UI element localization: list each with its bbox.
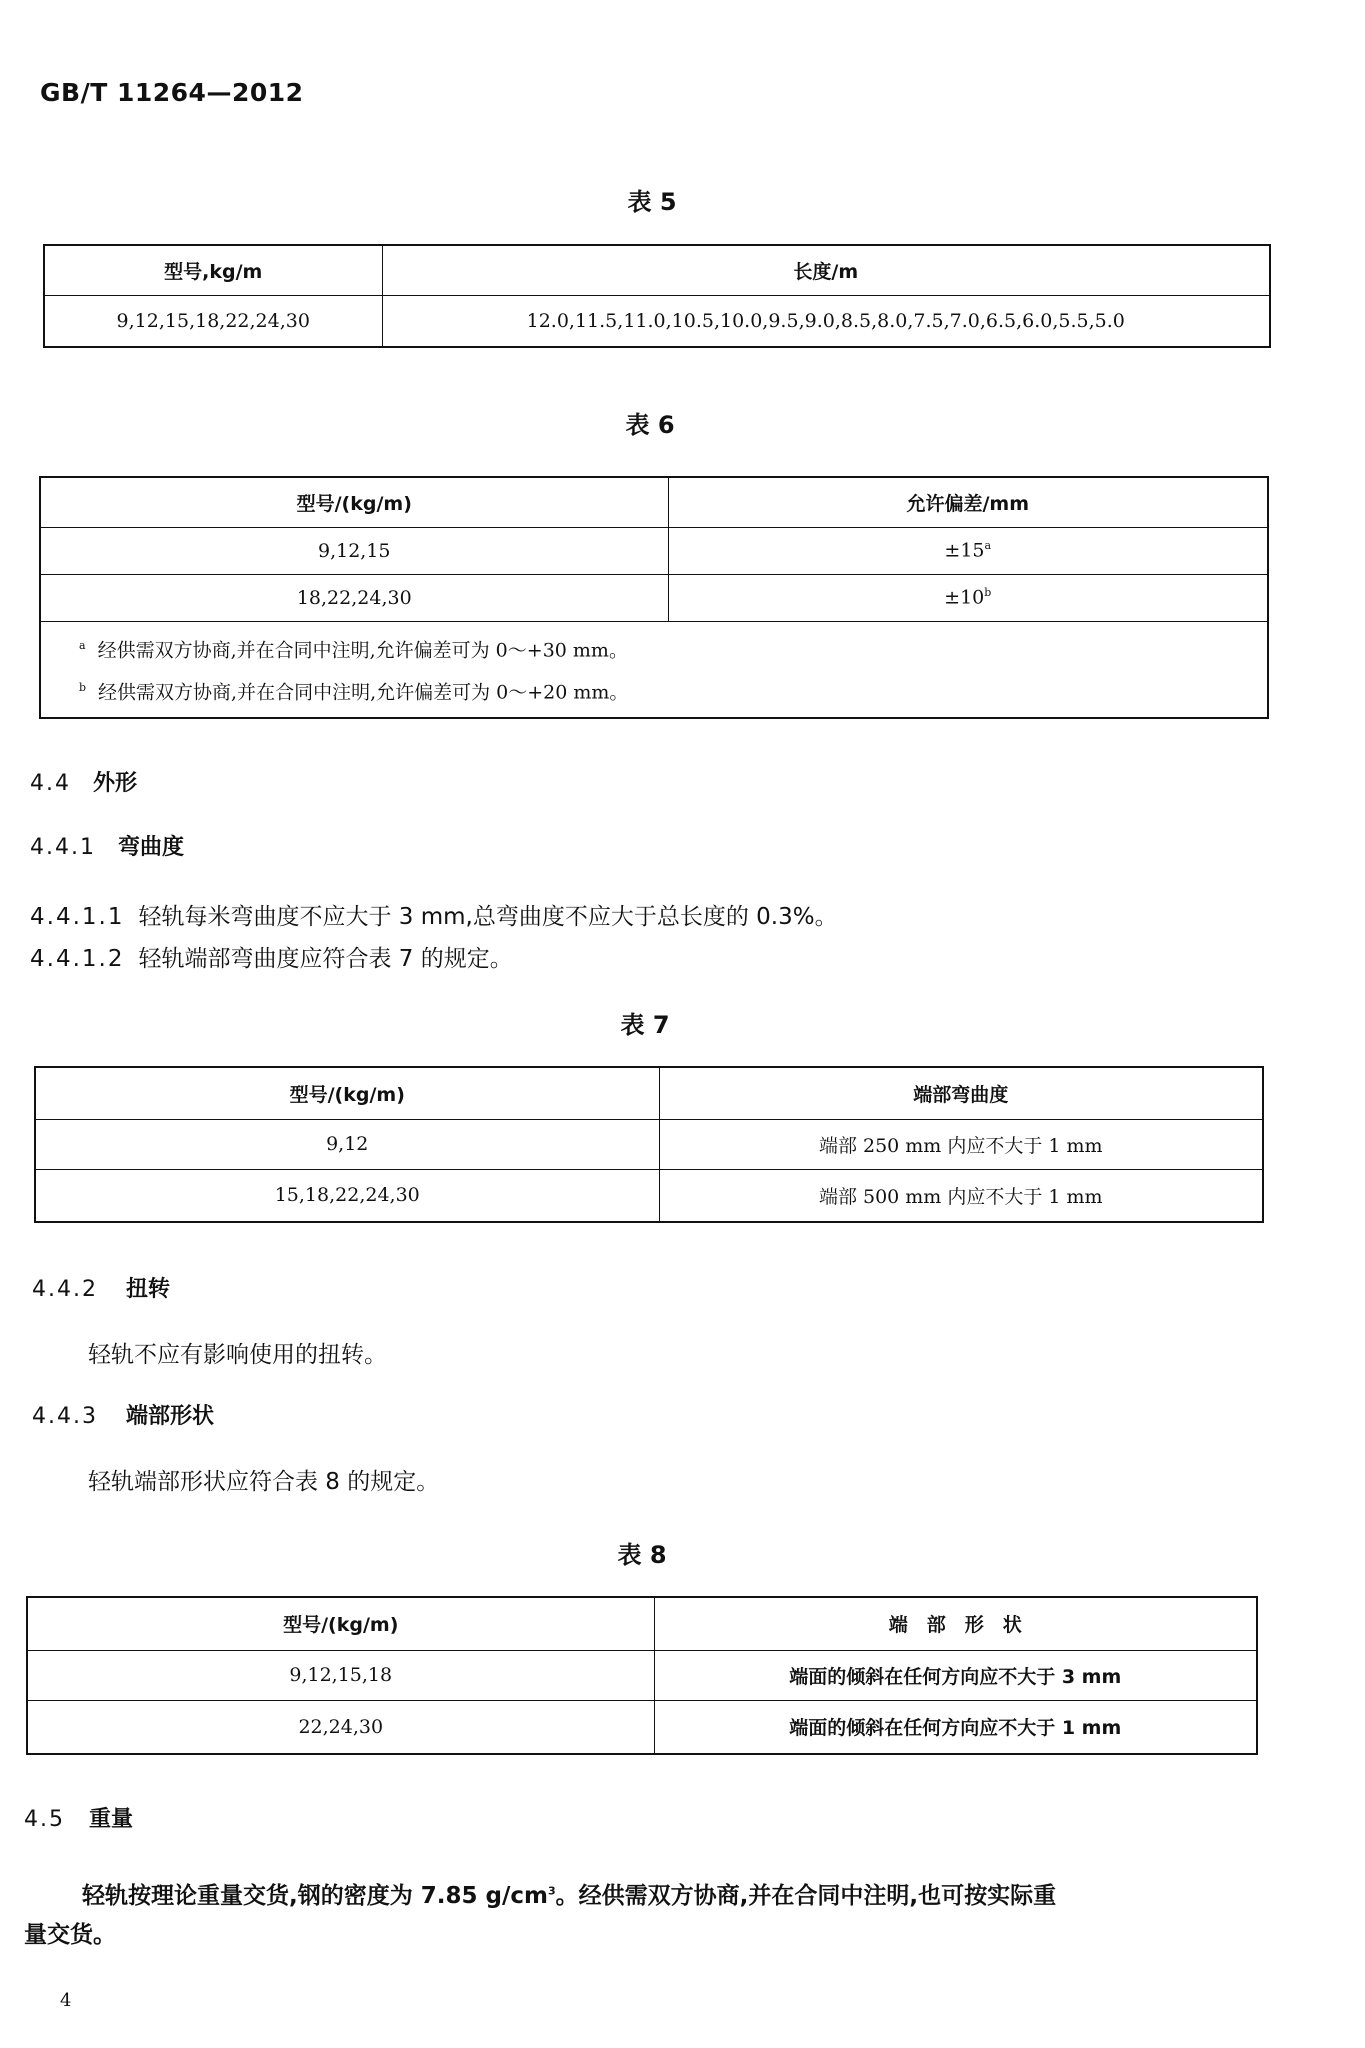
table8-header-model: 型号/(kg/m)	[27, 1597, 654, 1650]
table7	[34, 1066, 1264, 1223]
table-row	[40, 527, 1268, 574]
standard-number: GB/T 11264—2012	[40, 78, 304, 107]
table7-header-model: 型号/(kg/m)	[35, 1067, 659, 1119]
clause-4-4-1-2: 4.4.1.2 轻轨端部弯曲度应符合表 7 的规定。	[30, 946, 513, 972]
table6-header-tolerance: 允许偏差/mm	[668, 477, 1268, 527]
table6-cell: 18,22,24,30	[40, 574, 668, 621]
section-4-4-3-body: 轻轨端部形状应符合表 8 的规定。	[88, 1469, 440, 1495]
table5-cell: 9,12,15,18,22,24,30	[44, 295, 382, 347]
table5	[43, 244, 1271, 348]
table8-cell: 端面的倾斜在任何方向应不大于 3 mm	[654, 1650, 1257, 1700]
table6-header-model: 型号/(kg/m)	[40, 477, 668, 527]
table8-cell: 22,24,30	[27, 1700, 654, 1754]
table6-caption: 表 6	[625, 411, 675, 439]
page-number: 4	[60, 1990, 72, 2011]
table-row	[44, 295, 1270, 347]
table7-cell: 端部 500 mm 内应不大于 1 mm	[659, 1169, 1263, 1222]
section-4-4-2-body: 轻轨不应有影响使用的扭转。	[88, 1342, 387, 1368]
clause-4-4-1-1: 4.4.1.1 轻轨每米弯曲度不应大于 3 mm,总弯曲度不应大于总长度的 0.3%。	[30, 904, 838, 930]
table6-note-a: $^a$ 经供需双方协商,并在合同中注明,允许偏差可为 0～+30 mm。	[79, 638, 628, 662]
table7-cell: 15,18,22,24,30	[35, 1169, 659, 1222]
table-row	[27, 1650, 1257, 1700]
table6-notes	[40, 621, 1268, 718]
table6	[39, 476, 1269, 719]
table8	[26, 1596, 1258, 1755]
section-4-4-2-heading: 4.4.2 扭转	[32, 1277, 170, 1302]
section-4-5-body-line1: 轻轨按理论重量交货,钢的密度为 7.85 $g/cm^3$。经供需双方协商,并在合同中注明,也可按实际重	[82, 1883, 1057, 1909]
table6-cell: $\pm 15^a$	[668, 527, 1268, 574]
table6-note-b: $^b$ 经供需双方协商,并在合同中注明,允许偏差可为 0～+20 mm。	[79, 681, 629, 704]
table-row	[35, 1169, 1263, 1222]
section-4-4-3-heading: 4.4.3 端部形状	[32, 1404, 214, 1429]
table6-cell: $\pm 10^b$	[668, 574, 1268, 621]
table5-header-model: 型号,kg/m	[44, 245, 382, 295]
section-4-4-1-heading: 4.4.1 弯曲度	[30, 835, 184, 860]
table5-caption: 表 5	[627, 188, 677, 216]
section-4-5-heading: 4.5 重量	[24, 1807, 134, 1832]
table8-cell: 端面的倾斜在任何方向应不大于 1 mm	[654, 1700, 1257, 1754]
section-4-4-heading: 4.4 外形	[30, 771, 138, 796]
table7-caption: 表 7	[620, 1011, 670, 1039]
table8-caption: 表 8	[617, 1541, 667, 1569]
table7-cell: 9,12	[35, 1119, 659, 1169]
table5-header-length: 长度/m	[382, 245, 1270, 295]
table8-cell: 9,12,15,18	[27, 1650, 654, 1700]
table8-header-end-shape: 端 部 形 状	[654, 1597, 1257, 1650]
table5-cell: 12.0,11.5,11.0,10.5,10.0,9.5,9.0,8.5,8.0,7.5,7.0,6.5,6.0,5.5,5.0	[382, 295, 1270, 347]
table7-header-end-bending: 端部弯曲度	[659, 1067, 1263, 1119]
table-row	[35, 1119, 1263, 1169]
table-row	[40, 574, 1268, 621]
section-4-5-body-line2: 量交货。	[24, 1922, 116, 1948]
table-row	[27, 1700, 1257, 1754]
table7-cell: 端部 250 mm 内应不大于 1 mm	[659, 1119, 1263, 1169]
table6-cell: 9,12,15	[40, 527, 668, 574]
